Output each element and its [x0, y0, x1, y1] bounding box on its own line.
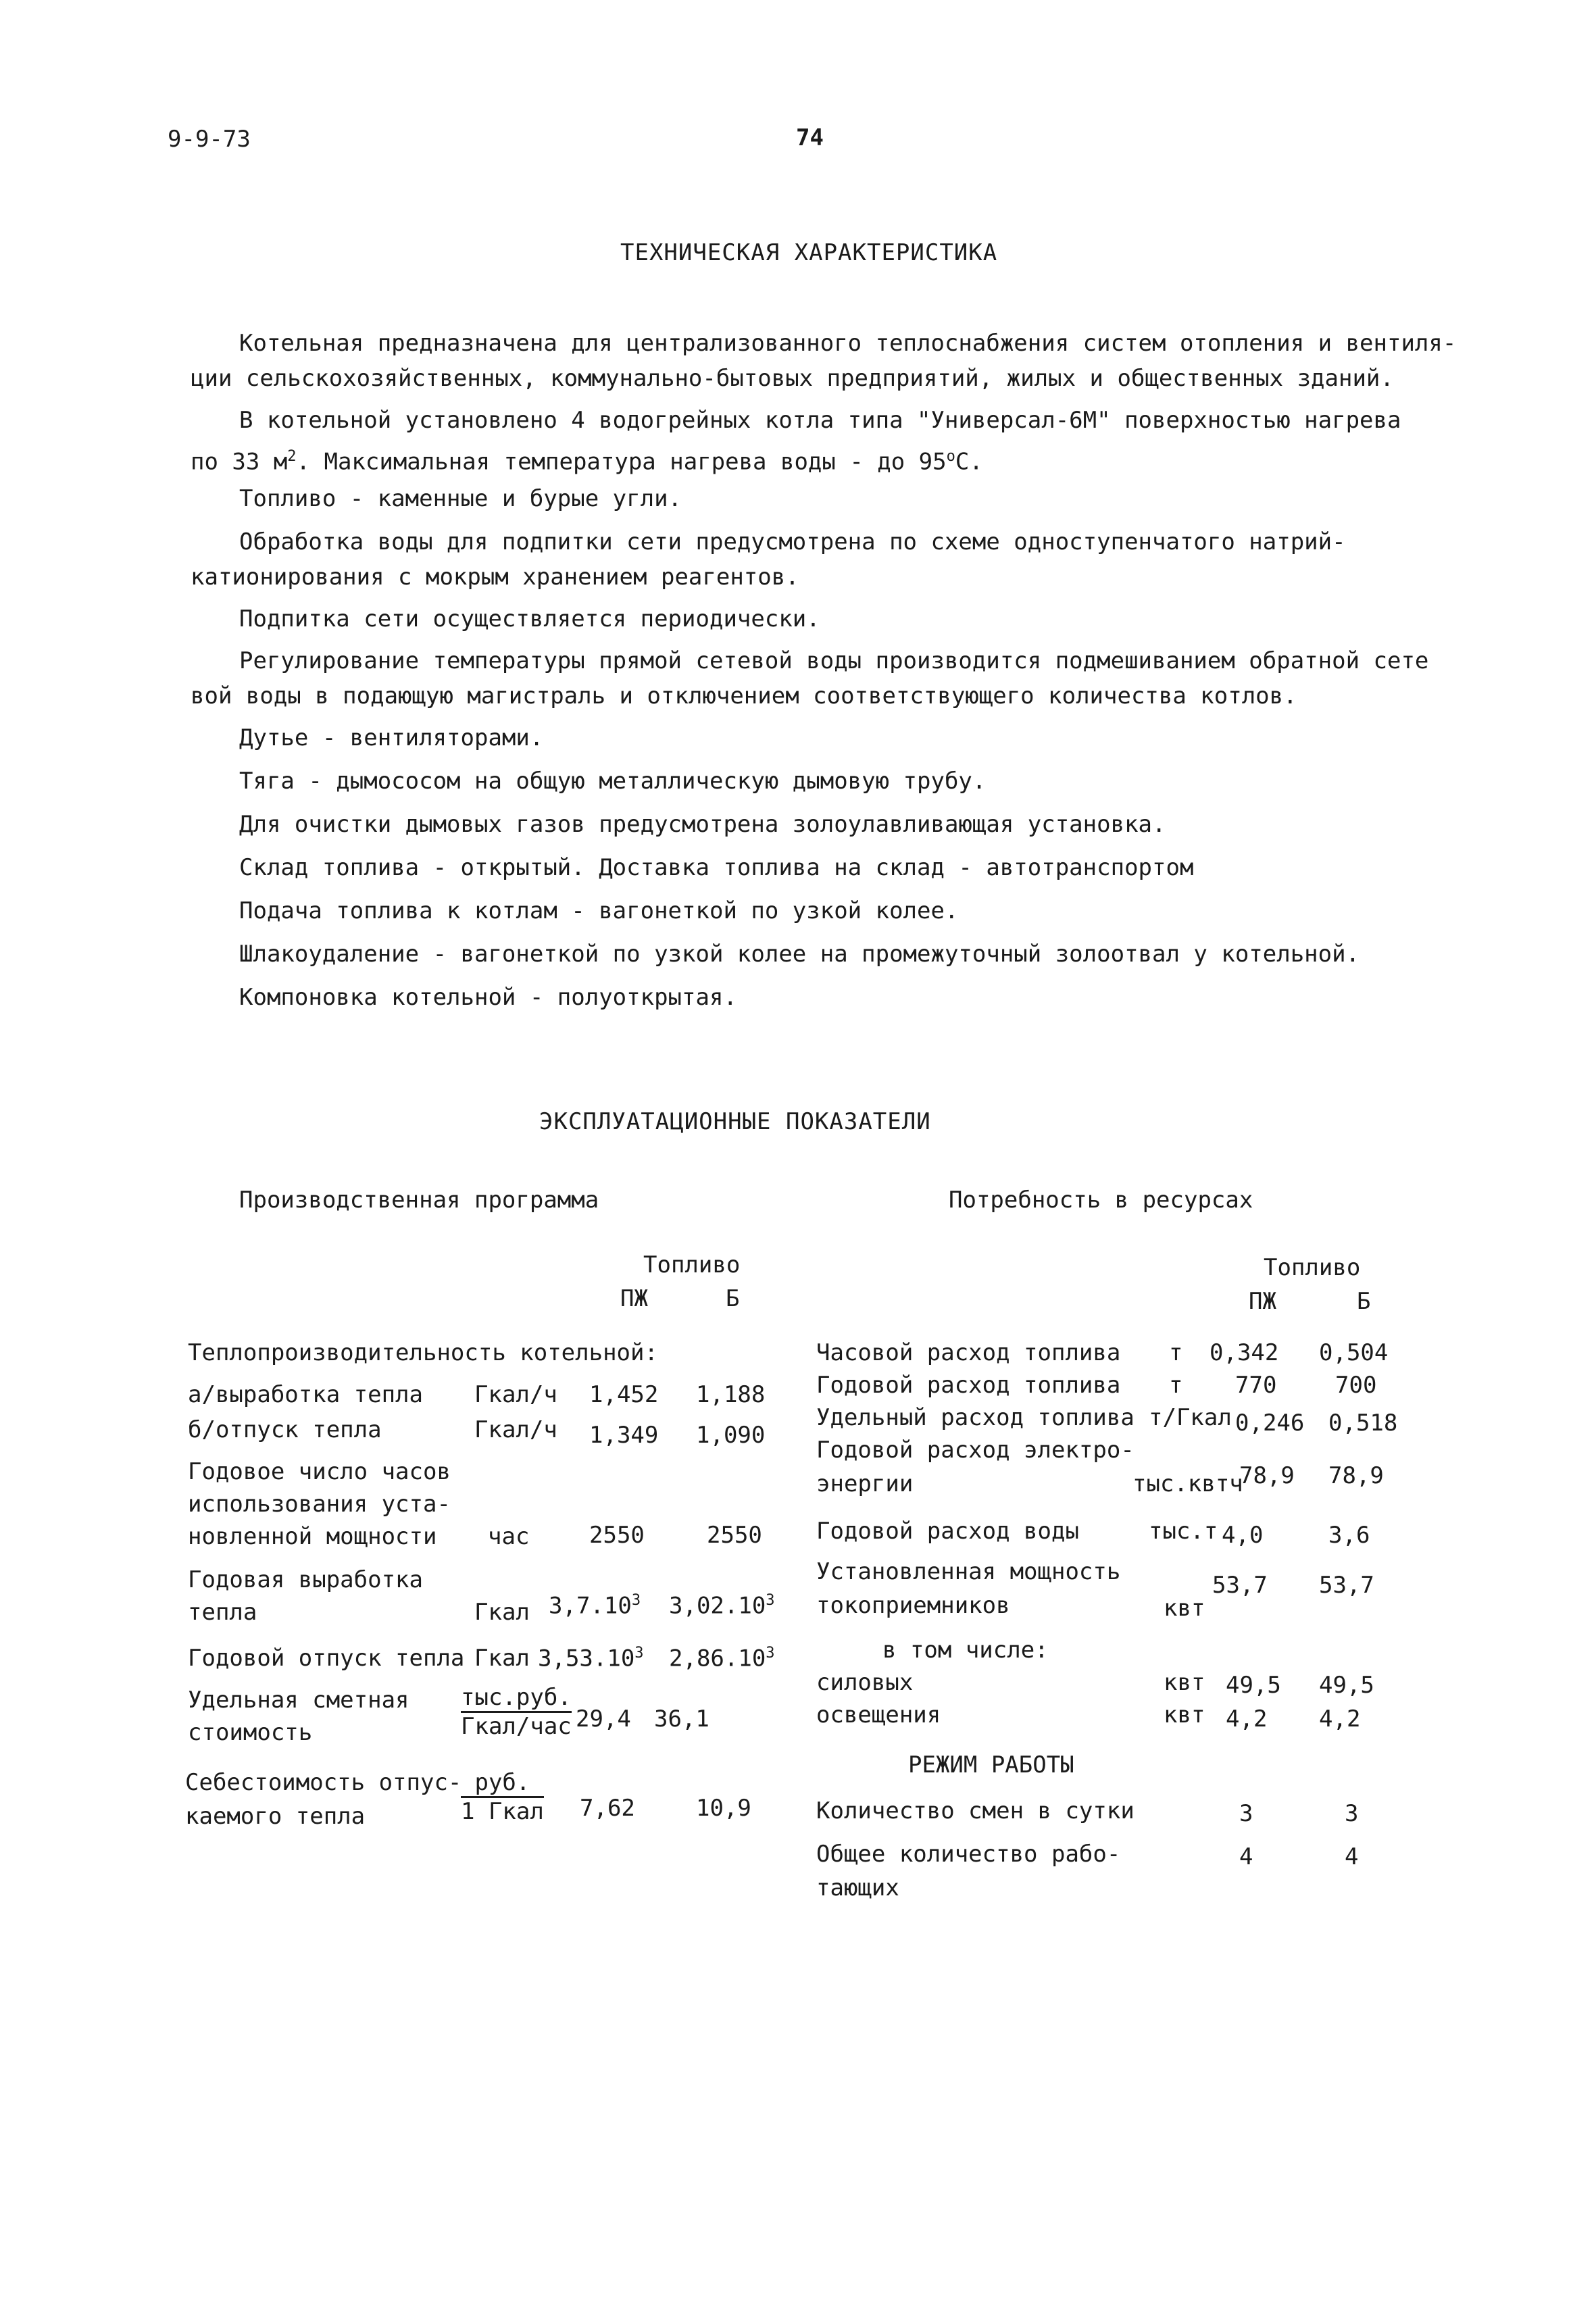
unit-denominator: Гкал/час — [461, 1713, 572, 1740]
table-row-unit — [461, 1684, 572, 1740]
table-row-unit: тыс.квтч — [1132, 1470, 1243, 1497]
table-row-value-pzh: 1,452 — [589, 1381, 659, 1408]
table-row-label: энергии — [816, 1470, 914, 1497]
table-row-value-b: 53,7 — [1319, 1572, 1374, 1599]
unit-fraction — [461, 1684, 572, 1740]
table-row-unit: Гкал/ч — [474, 1381, 557, 1408]
value-exponent: 3 — [766, 1592, 775, 1609]
value-exponent: 3 — [631, 1592, 641, 1609]
table-row-value-b — [669, 1645, 775, 1672]
table-row-unit: час — [488, 1523, 530, 1550]
table-row-label: Удельная сметная — [188, 1687, 409, 1714]
table-row-label: Годовой расход воды — [816, 1518, 1079, 1545]
table-row-label: использования уста- — [188, 1491, 451, 1518]
table-row-value-pzh — [549, 1592, 641, 1619]
unit-numerator: тыс.руб. — [461, 1684, 572, 1713]
table-row-label: тающих — [816, 1874, 899, 1901]
table-row-label: Установленная мощность — [816, 1558, 1121, 1585]
table-row-label: тепла — [188, 1599, 257, 1626]
paragraph-line: Обработка воды для подпитки сети предусмотрена по схеме одноступенчатого натрий- — [239, 528, 1346, 555]
table-row-value-pzh: 29,4 — [576, 1706, 631, 1733]
table-row-label: силовых — [816, 1669, 914, 1696]
table-row-value-pzh: 4,0 — [1222, 1522, 1264, 1549]
unit-fraction — [461, 1769, 544, 1825]
table-row-label: стоимость — [188, 1719, 313, 1746]
left-col-b: Б — [726, 1285, 740, 1312]
table-row-label: Себестоимость отпус- — [185, 1769, 462, 1796]
table-row-value-pzh: 49,5 — [1226, 1672, 1281, 1699]
table-row-value-b: 700 — [1335, 1372, 1377, 1399]
paragraph-line: катионирования с мокрым хранением реагентов. — [191, 564, 799, 591]
table-row-unit: Гкал — [474, 1645, 530, 1672]
table-row-value-pzh: 770 — [1235, 1372, 1277, 1399]
table-row-unit: т/Гкал — [1149, 1404, 1232, 1431]
value-mantissa: 3,7.10 — [549, 1592, 632, 1620]
unit-denominator: 1 Гкал — [461, 1798, 544, 1825]
table-row-unit: тыс.т — [1149, 1518, 1218, 1545]
table-row-label: Годовой расход электро- — [816, 1437, 1134, 1464]
table-row-unit: квт — [1164, 1595, 1205, 1622]
paragraph-line: Регулирование температуры прямой сетевой воды производится подмешиванием обратной сете — [239, 647, 1429, 674]
table-row-value-pzh: 2550 — [589, 1522, 645, 1549]
value-exponent: 3 — [766, 1645, 775, 1662]
table-row-label: б/отпуск тепла — [188, 1416, 382, 1443]
table-row-unit: квт — [1164, 1669, 1205, 1696]
paragraph-line: Шлакоудаление - вагонеткой по узкой колее на промежуточный золоотвал у котельной. — [239, 941, 1360, 968]
table-row-unit: т — [1169, 1339, 1183, 1366]
table-row-unit: Гкал — [474, 1599, 530, 1626]
table-row-value-pzh: 3 — [1239, 1800, 1253, 1827]
table-row-value-b: 49,5 — [1319, 1672, 1374, 1699]
table-row-value-b: 4 — [1345, 1843, 1359, 1870]
table-row-label: Удельный расход топлива — [816, 1404, 1134, 1431]
table-row-label: Общее количество рабо- — [816, 1841, 1121, 1868]
page-number: 74 — [796, 124, 824, 151]
table-row-value-b: 36,1 — [654, 1706, 709, 1733]
tech-section-title: ТЕХНИЧЕСКАЯ ХАРАКТЕРИСТИКА — [620, 239, 998, 266]
unit-numerator: руб. — [461, 1769, 544, 1798]
table-row-value-b: 0,518 — [1328, 1410, 1398, 1437]
right-section-title: Потребность в ресурсах — [949, 1187, 1253, 1214]
paragraph-line: Компоновка котельной - полуоткрытая. — [239, 984, 737, 1011]
left-section-title: Производственная программа — [239, 1187, 599, 1214]
paragraph-line: Топливо - каменные и бурые угли. — [239, 485, 682, 512]
paragraph-line: Для очистки дымовых газов предусмотрена золоулавливающая установка. — [239, 811, 1166, 838]
table-row-value-pzh: 0,246 — [1235, 1410, 1305, 1437]
table-row-unit: Гкал/ч — [474, 1416, 557, 1443]
paragraph-line: вой воды в подающую магистраль и отключением соответствующего количества котлов. — [191, 682, 1297, 710]
table-row-unit: квт — [1164, 1701, 1205, 1728]
text-fragment: по 33 м — [191, 448, 288, 476]
table-row-label: Количество смен в сутки — [816, 1797, 1134, 1824]
table-row-value-pzh: 7,62 — [580, 1795, 635, 1822]
table-row-value-b: 1,090 — [696, 1422, 766, 1449]
table-row-value-b: 2550 — [707, 1522, 762, 1549]
table-row-value-pzh: 4 — [1239, 1843, 1253, 1870]
paragraph-line: Склад топлива - открытый. Доставка топлива на склад - автотранспортом — [239, 854, 1194, 881]
table-row-value-b: 78,9 — [1328, 1462, 1384, 1489]
paragraph-line: В котельной установлено 4 водогрейных котла типа "Универсал-6М" поверхностью нагрева — [239, 407, 1401, 434]
table-row-label: Часовой расход топлива — [816, 1339, 1121, 1366]
value-mantissa: 2,86.10 — [669, 1645, 766, 1672]
table-row-value-b: 3 — [1345, 1800, 1359, 1827]
table-row-label: токоприемников — [816, 1592, 1010, 1619]
table-row-unit: т — [1169, 1372, 1183, 1399]
table-row-value-pzh: 53,7 — [1212, 1572, 1268, 1599]
value-mantissa: 3,53.10 — [538, 1645, 635, 1672]
ops-section-title: ЭКСПЛУАТАЦИОННЫЕ ПОКАЗАТЕЛИ — [539, 1108, 931, 1135]
table-row-value-pzh: 1,349 — [589, 1422, 659, 1449]
mode-section-title: РЕЖИМ РАБОТЫ — [908, 1751, 1074, 1778]
table-row-label: Годовой расход топлива — [816, 1372, 1121, 1399]
table-row-label: Годовая выработка — [188, 1566, 423, 1593]
table-row-unit — [461, 1769, 544, 1825]
right-col-b: Б — [1357, 1288, 1371, 1315]
paragraph-line: Дутье - вентиляторами. — [239, 724, 544, 751]
table-row-label: а/выработка тепла — [188, 1381, 423, 1408]
table-row-label: Годовое число часов — [188, 1458, 451, 1485]
table-row-value-b: 1,188 — [696, 1381, 766, 1408]
superscript: 2 — [287, 448, 297, 465]
table-row-value-pzh: 0,342 — [1210, 1339, 1279, 1366]
paragraph-line — [191, 438, 983, 480]
table-row-value-b: 10,9 — [696, 1795, 751, 1822]
table-row-label: Теплопроизводительность котельной: — [188, 1339, 658, 1366]
value-mantissa: 3,02.10 — [669, 1592, 766, 1620]
paragraph-line: Котельная предназначена для централизованного теплоснабжения систем отопления и вентиля- — [239, 330, 1457, 357]
table-row-label: освещения — [816, 1701, 941, 1728]
paragraph-line: Подача топлива к котлам - вагонеткой по узкой колее. — [239, 897, 959, 924]
table-row-value-b: 0,504 — [1319, 1339, 1389, 1366]
right-fuel-header: Топливо — [1264, 1254, 1361, 1281]
table-row-label: новленной мощности — [188, 1523, 437, 1550]
superscript: о — [946, 448, 955, 465]
paragraph-line: Тяга - дымососом на общую металлическую дымовую трубу. — [239, 768, 987, 795]
text-fragment: С. — [955, 448, 983, 476]
left-col-pzh: ПЖ — [620, 1285, 648, 1312]
left-fuel-header: Топливо — [643, 1251, 741, 1278]
table-row-value-pzh: 4,2 — [1226, 1706, 1268, 1733]
table-row-value-b: 4,2 — [1319, 1706, 1361, 1733]
table-row-label: каемого тепла — [185, 1803, 366, 1830]
table-row-label: в том числе: — [882, 1637, 1049, 1664]
paragraph-line: Подпитка сети осуществляется периодически. — [239, 605, 820, 632]
right-col-pzh: ПЖ — [1249, 1288, 1276, 1315]
table-row-value-pzh — [538, 1645, 644, 1672]
table-row-value-b: 3,6 — [1328, 1522, 1370, 1549]
table-row-value-pzh: 78,9 — [1239, 1462, 1295, 1489]
value-exponent: 3 — [634, 1645, 644, 1662]
document-code: 9-9-73 — [168, 126, 251, 153]
text-fragment: . Максимальная температура нагрева воды - до 95 — [296, 448, 947, 476]
table-row-value-b — [669, 1592, 775, 1619]
table-row-label: Годовой отпуск тепла — [188, 1645, 465, 1672]
paragraph-line: ции сельскохозяйственных, коммунально-бытовых предприятий, жилых и общественных зданий. — [191, 365, 1394, 392]
